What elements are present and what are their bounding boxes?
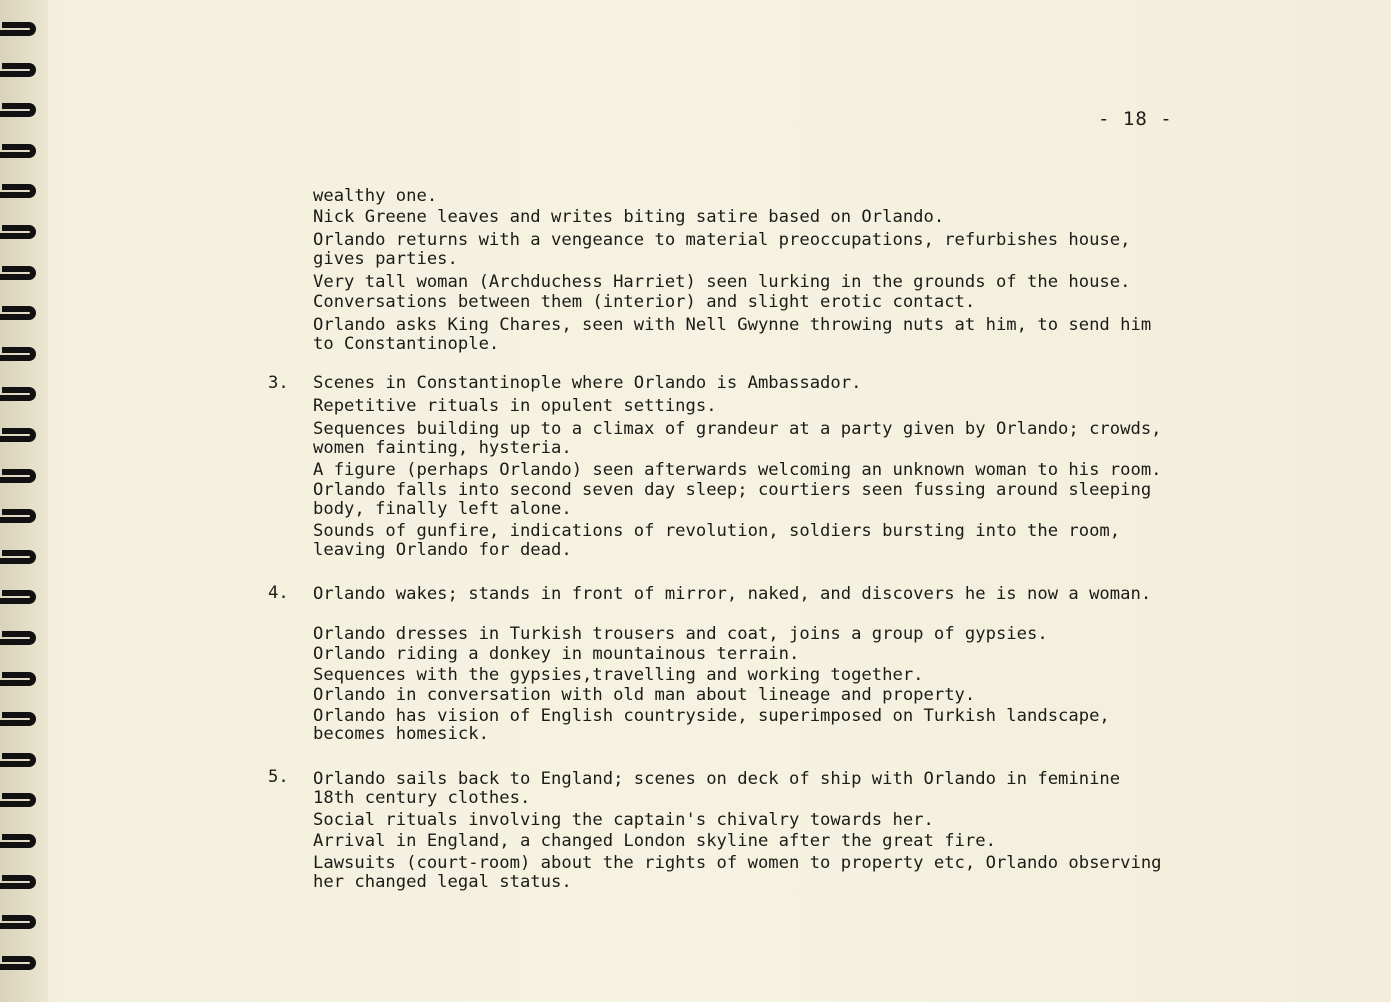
text-line: Orlando dresses in Turkish trousers and coat, joins a group of gypsies. [313, 624, 1048, 644]
binding-ring [2, 469, 36, 483]
binding-ring [2, 347, 36, 361]
text-line: Arrival in England, a changed London skyline after the great fire. [313, 831, 996, 851]
binding-ring [2, 834, 36, 848]
text-line: Conversations between them (interior) and slight erotic contact. [313, 292, 976, 312]
section-number: 4. [268, 583, 289, 603]
text-line: Orlando wakes; stands in front of mirror, naked, and discovers he is now a woman. [313, 584, 1152, 604]
text-line: Repetitive rituals in opulent settings. [313, 396, 717, 416]
binding-ring [2, 956, 36, 970]
binding-ring [2, 915, 36, 929]
text-line: Sequences with the gypsies,travelling and working together. [313, 665, 924, 685]
binding-ring [2, 753, 36, 767]
binding-ring [2, 266, 36, 280]
binding-ring [2, 103, 36, 117]
binding-ring [2, 225, 36, 239]
text-line: Orlando has vision of English countryside, superimposed on Turkish landscape, [313, 706, 1110, 726]
binding-ring [2, 590, 36, 604]
text-line: Orlando riding a donkey in mountainous terrain. [313, 644, 800, 664]
text-line: body, finally left alone. [313, 499, 572, 519]
text-line: to Constantinople. [313, 334, 500, 354]
section-number: 5. [268, 767, 289, 787]
binding-ring [2, 184, 36, 198]
text-line: Nick Greene leaves and writes biting satire based on Orlando. [313, 207, 945, 227]
binding-ring [2, 387, 36, 401]
binding-ring [2, 631, 36, 645]
binding-ring [2, 672, 36, 686]
binding-ring [2, 428, 36, 442]
text-line: Orlando sails back to England; scenes on deck of ship with Orlando in feminine [313, 769, 1121, 789]
text-line: Orlando falls into second seven day sleep; courtiers seen fussing around sleeping [313, 480, 1152, 500]
binding-ring [2, 22, 36, 36]
text-line: Lawsuits (court-room) about the rights of women to property etc, Orlando observing [313, 853, 1162, 873]
binding-ring [2, 712, 36, 726]
text-line: her changed legal status. [313, 872, 572, 892]
text-line: leaving Orlando for dead. [313, 540, 572, 560]
section-number: 3. [268, 373, 289, 393]
binding-ring [2, 144, 36, 158]
text-line: A figure (perhaps Orlando) seen afterwards welcoming an unknown woman to his room. [313, 460, 1162, 480]
text-line: 18th century clothes. [313, 788, 531, 808]
text-line: gives parties. [313, 249, 458, 269]
binding-ring [2, 875, 36, 889]
text-line: Sounds of gunfire, indications of revolution, soldiers bursting into the room, [313, 521, 1121, 541]
text-line: Very tall woman (Archduchess Harriet) seen lurking in the grounds of the house. [313, 272, 1131, 292]
text-line: Orlando returns with a vengeance to material preoccupations, refurbishes house, [313, 230, 1131, 250]
text-line: Sequences building up to a climax of grandeur at a party given by Orlando; crowds, [313, 419, 1162, 439]
binding-ring [2, 509, 36, 523]
text-line: Scenes in Constantinople where Orlando is Ambassador. [313, 373, 862, 393]
binding-ring [2, 63, 36, 77]
text-line: Orlando in conversation with old man about lineage and property. [313, 685, 976, 705]
text-line: women fainting, hysteria. [313, 438, 572, 458]
binding-ring [2, 306, 36, 320]
binding-ring [2, 793, 36, 807]
text-line: Social rituals involving the captain's chivalry towards her. [313, 810, 934, 830]
spiral-binding [0, 0, 48, 1002]
text-line: becomes homesick. [313, 724, 489, 744]
binding-ring [2, 550, 36, 564]
page-number: - 18 - [1098, 108, 1173, 130]
text-line: wealthy one. [313, 186, 438, 206]
text-line: Orlando asks King Chares, seen with Nell Gwynne throwing nuts at him, to send him [313, 315, 1152, 335]
